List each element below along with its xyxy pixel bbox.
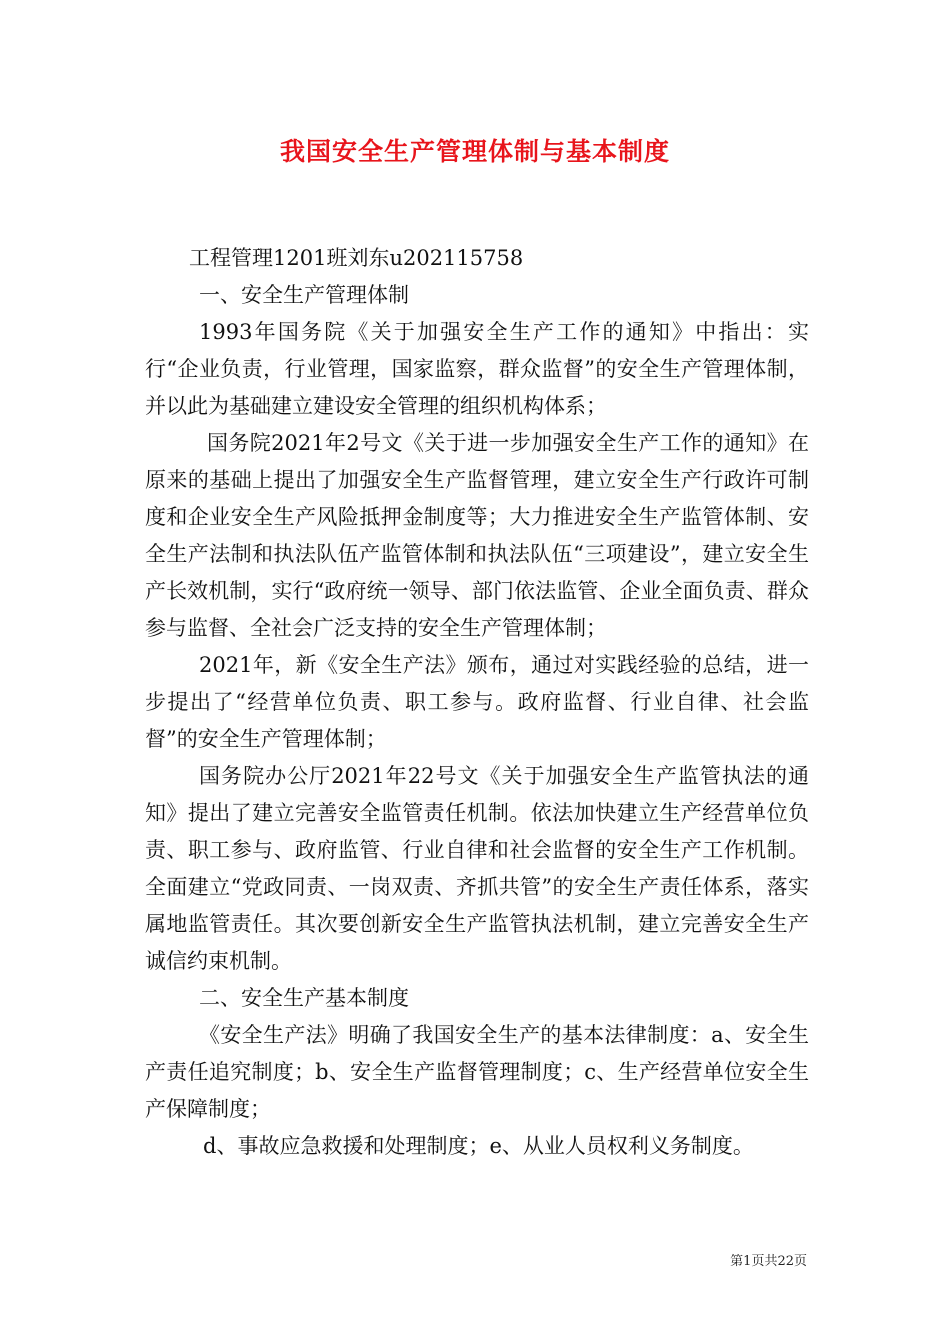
paragraph-2: 国务院2021年2号文《关于进一步加强安全生产工作的通知》在原来的基础上提出了加强安全生产监督管理，建立安全生产行政许可制度和企业安全生产风险抵押金制度等；大力推进安全生产监管体制、安全生产法制和执法队伍产监管体制和执法队伍“三项建设”，建立安全生产长效机制，实行“政府统一领导、部门依法监管、企业全面负责、群众参与监督、全社会广泛支持的安全生产管理体制；: [145, 431, 809, 640]
paragraph-3: 2021年，新《安全生产法》颁布，通过对实践经验的总结，进一步提出了“经营单位负责、职工参与。政府监督、行业自律、社会监督”的安全生产管理体制；: [145, 653, 809, 751]
document-body: [145, 240, 809, 1165]
author-line: 工程管理1201班刘东u202115758: [189, 246, 524, 270]
paragraph-4: 国务院办公厅2021年22号文《关于加强安全生产监管执法的通知》提出了建立完善安全监管责任机制。依法加快建立生产经营单位负责、职工参与、政府监管、行业自律和社会监督的安全生产工作机制。全面建立“党政同责、一岗双责、齐抓共管”的安全生产责任体系，落实属地监管责任。其次要创新安全生产监管执法机制，建立完善安全生产诚信约束机制。: [145, 764, 809, 973]
page-indicator: 第1页共22页: [730, 1254, 807, 1269]
section-heading-2: 二、安全生产基本制度: [199, 986, 409, 1010]
paragraph-5: 《安全生产法》明确了我国安全生产的基本法律制度：a、安全生产责任追究制度；b、安全生产监督管理制度；c、生产经营单位安全生产保障制度；: [145, 1023, 809, 1121]
section-heading-1: 一、安全生产管理体制: [199, 283, 409, 307]
document-title: 我国安全生产管理体制与基本制度: [279, 137, 670, 166]
paragraph-1: 1993年国务院《关于加强安全生产工作的通知》中指出：实行“企业负责，行业管理，国家监察，群众监督”的安全生产管理体制，并以此为基础建立建设安全管理的组织机构体系；: [145, 320, 809, 418]
paragraph-6: d、事故应急救援和处理制度；e、从业人员权利义务制度。: [203, 1134, 754, 1158]
